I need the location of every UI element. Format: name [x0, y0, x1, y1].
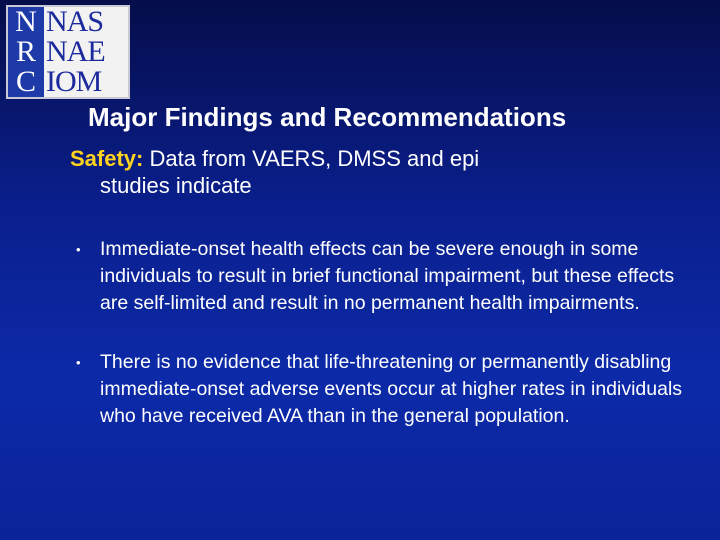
intro-lead: Safety: — [70, 146, 144, 171]
logo-letter-r: R — [15, 35, 36, 68]
intro-line-1: Data from VAERS, DMSS and epi — [143, 146, 480, 171]
logo-row-nae: NAE — [46, 35, 105, 68]
bullet-list — [78, 236, 698, 462]
slide-title: Major Findings and Recommendations — [88, 102, 567, 132]
bullet-text: Immediate-onset health effects can be severe enough in some individuals to result in brief functional impairment, but these effects are self-limited and result in no permanent health impairments. — [100, 238, 675, 314]
bullet-item — [78, 236, 698, 317]
bullet-text: There is no evidence that life-threatening or permanently disabling immediate-onset adverse events occur at higher rates in individuals who have received AVA than in the general population. — [100, 351, 683, 427]
logo-right-panel — [44, 7, 128, 97]
bullet-marker: • — [76, 242, 81, 257]
logo-row-nas: NAS — [46, 5, 104, 38]
logo-row-iom: IOM — [46, 65, 102, 98]
nrc-logo — [6, 5, 130, 99]
intro-paragraph — [70, 145, 630, 199]
logo-left-column — [8, 7, 44, 97]
logo-letter-n: N — [15, 5, 37, 38]
intro-line-2: studies indicate — [100, 173, 252, 198]
bullet-item — [78, 349, 698, 430]
bullet-marker: • — [76, 355, 81, 370]
logo-letter-c: C — [15, 65, 36, 98]
